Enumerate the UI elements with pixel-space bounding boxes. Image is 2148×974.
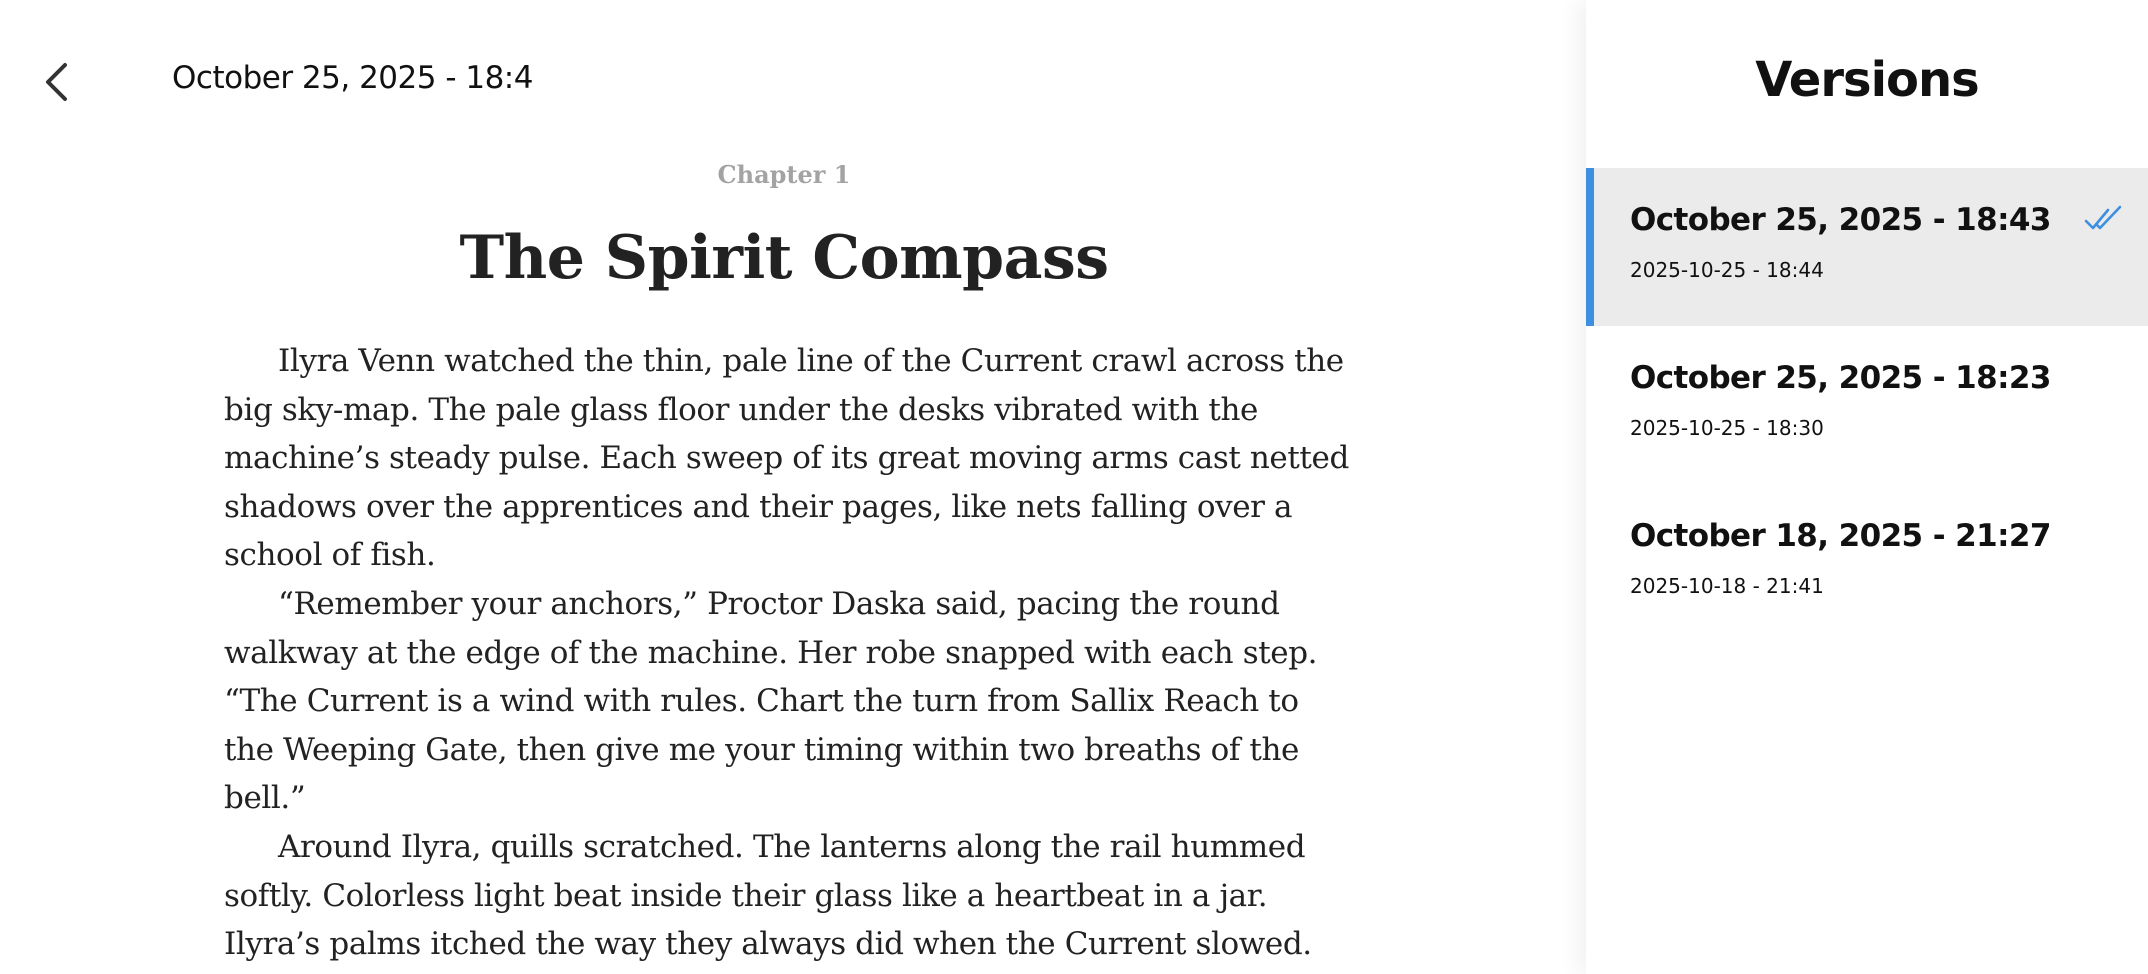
chevron-left-icon bbox=[43, 62, 69, 102]
version-item-selected[interactable] bbox=[1586, 168, 2148, 326]
paragraph: Ilyra Venn watched the thin, pale line of the Current crawl across the big sky-map. The pale glass floor under the desks vibrated with the machine’s steady pulse. Each sweep of its great moving arms cast netted shadows over the apprentices and their pages, like nets falling over a school of fish. bbox=[224, 343, 1349, 574]
version-date: 2025-10-25 - 18:30 bbox=[1630, 416, 1824, 440]
preview-version-title: October 25, 2025 - 18:4 bbox=[172, 60, 533, 96]
chapter-body bbox=[224, 337, 1354, 969]
chapter-page bbox=[224, 160, 1354, 969]
version-name: October 18, 2025 - 21:27 bbox=[1630, 518, 2051, 554]
paragraph: Around Ilyra, quills scratched. The lanterns along the rail hummed softly. Colorless light beat inside their glass like a heartbeat in a jar. Ilyra’s palms itched the way they always did when the Current slowed. bbox=[224, 828, 1312, 963]
version-item[interactable] bbox=[1586, 326, 2148, 484]
paragraph: “Remember your anchors,” Proctor Daska said, pacing the round walkway at the edge of the machine. Her robe snapped with each step. “The Current is a wind with rules. Chart the turn from Sallix Reach to the Weeping Gate, then give me your timing within two breaths of the bell.” bbox=[224, 585, 1318, 817]
version-list bbox=[1586, 168, 2148, 642]
version-item[interactable] bbox=[1586, 484, 2148, 642]
version-name: October 25, 2025 - 18:43 bbox=[1630, 202, 2051, 238]
chapter-label: Chapter 1 bbox=[717, 160, 851, 189]
versions-title: Versions bbox=[1755, 52, 1979, 108]
double-check-icon bbox=[2084, 204, 2126, 234]
version-date: 2025-10-18 - 21:41 bbox=[1630, 574, 1824, 598]
preview-header bbox=[0, 0, 1586, 170]
version-name: October 25, 2025 - 18:23 bbox=[1630, 360, 2051, 396]
versions-sidebar bbox=[1586, 0, 2148, 974]
back-button[interactable] bbox=[36, 58, 76, 106]
chapter-title: The Spirit Compass bbox=[459, 223, 1109, 293]
version-date: 2025-10-25 - 18:44 bbox=[1630, 258, 1824, 282]
